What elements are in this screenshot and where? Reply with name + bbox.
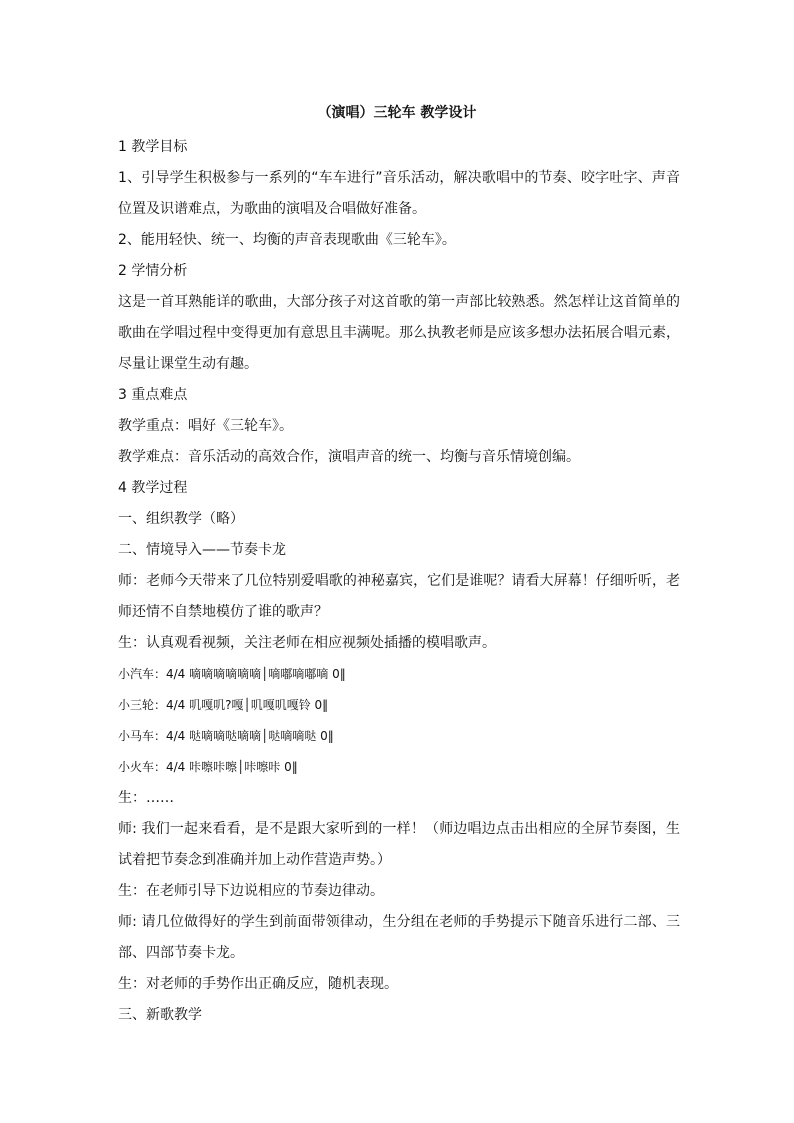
teacher-line-3: 师: 请几位做得好的学生到前面带领律动，生分组在老师的手势提示下随音乐进行二部、三部、四部节奏卡龙。	[118, 914, 680, 961]
document-title: （演唱）三轮车 教学设计	[317, 105, 477, 121]
rhythm-car: 小汽车：4/4 嘀嘀嘀嘀嘀嘀│嘀嘟嘀嘟嘀 0‖	[118, 667, 346, 681]
section-heading-key-points: 3 重点难点	[118, 387, 188, 403]
rhythm-train: 小火车：4/4 咔嚓咔嚓│咔嚓咔 0‖	[118, 760, 298, 774]
rhythm-tricycle: 小三轮：4/4 叽嘎叽?嘎│叽嘎叽嘎铃 0‖	[118, 698, 329, 712]
difficulty: 教学难点：音乐活动的高效合作，演唱声音的统一、均衡与音乐情境创编。	[118, 449, 580, 465]
teacher-line-1: 师：老师今天带来了几位特别爱唱歌的神秘嘉宾，它们是谁呢？请看大屏幕！仔细听听，老师还情不自禁地模仿了谁的歌声？	[118, 573, 680, 620]
section-heading-analysis: 2 学情分析	[118, 263, 188, 279]
rhythm-carriage: 小马车：4/4 哒嘀嘀哒嘀嘀│哒嘀嘀哒 0‖	[118, 729, 334, 743]
key-point: 教学重点：唱好《三轮车》。	[118, 418, 293, 434]
step-1: 一、组织教学（略）	[118, 511, 244, 527]
student-line-2: 生：……	[118, 790, 174, 806]
goal-2: 2、能用轻快、统一、均衡的声音表现歌曲《三轮车》。	[118, 232, 456, 248]
student-line-4: 生：对老师的手势作出正确反应，随机表现。	[118, 976, 398, 992]
analysis-paragraph: 这是一首耳熟能详的歌曲，大部分孩子对这首歌的第一声部比较熟悉。然怎样让这首简单的歌曲在学唱过程中变得更加有意思且丰满呢。那么执教老师是应该多想办法拓展合唱元素，尽量让课堂生动有趣。	[118, 294, 680, 372]
student-line-3: 生：在老师引导下边说相应的节奏边律动。	[118, 883, 384, 899]
document-body	[118, 132, 680, 1031]
student-line-1: 生：认真观看视频，关注老师在相应视频处插播的模唱歌声。	[118, 635, 496, 651]
teacher-line-2: 师: 我们一起来看看，是不是跟大家听到的一样！（师边唱边点击出相应的全屏节奏图，生试着把节奏念到准确并加上动作营造声势。）	[118, 821, 680, 868]
section-heading-goals: 1 教学目标	[118, 139, 188, 155]
goal-1: 1、引导学生积极参与一系列的“车车进行”音乐活动，解决歌唱中的节奏、咬字吐字、声音位置及识谱难点，为歌曲的演唱及合唱做好准备。	[118, 170, 680, 217]
step-3: 三、新歌教学	[118, 1007, 202, 1023]
section-heading-process: 4 教学过程	[118, 480, 188, 496]
step-2: 二、情境导入——节奏卡龙	[118, 542, 286, 558]
